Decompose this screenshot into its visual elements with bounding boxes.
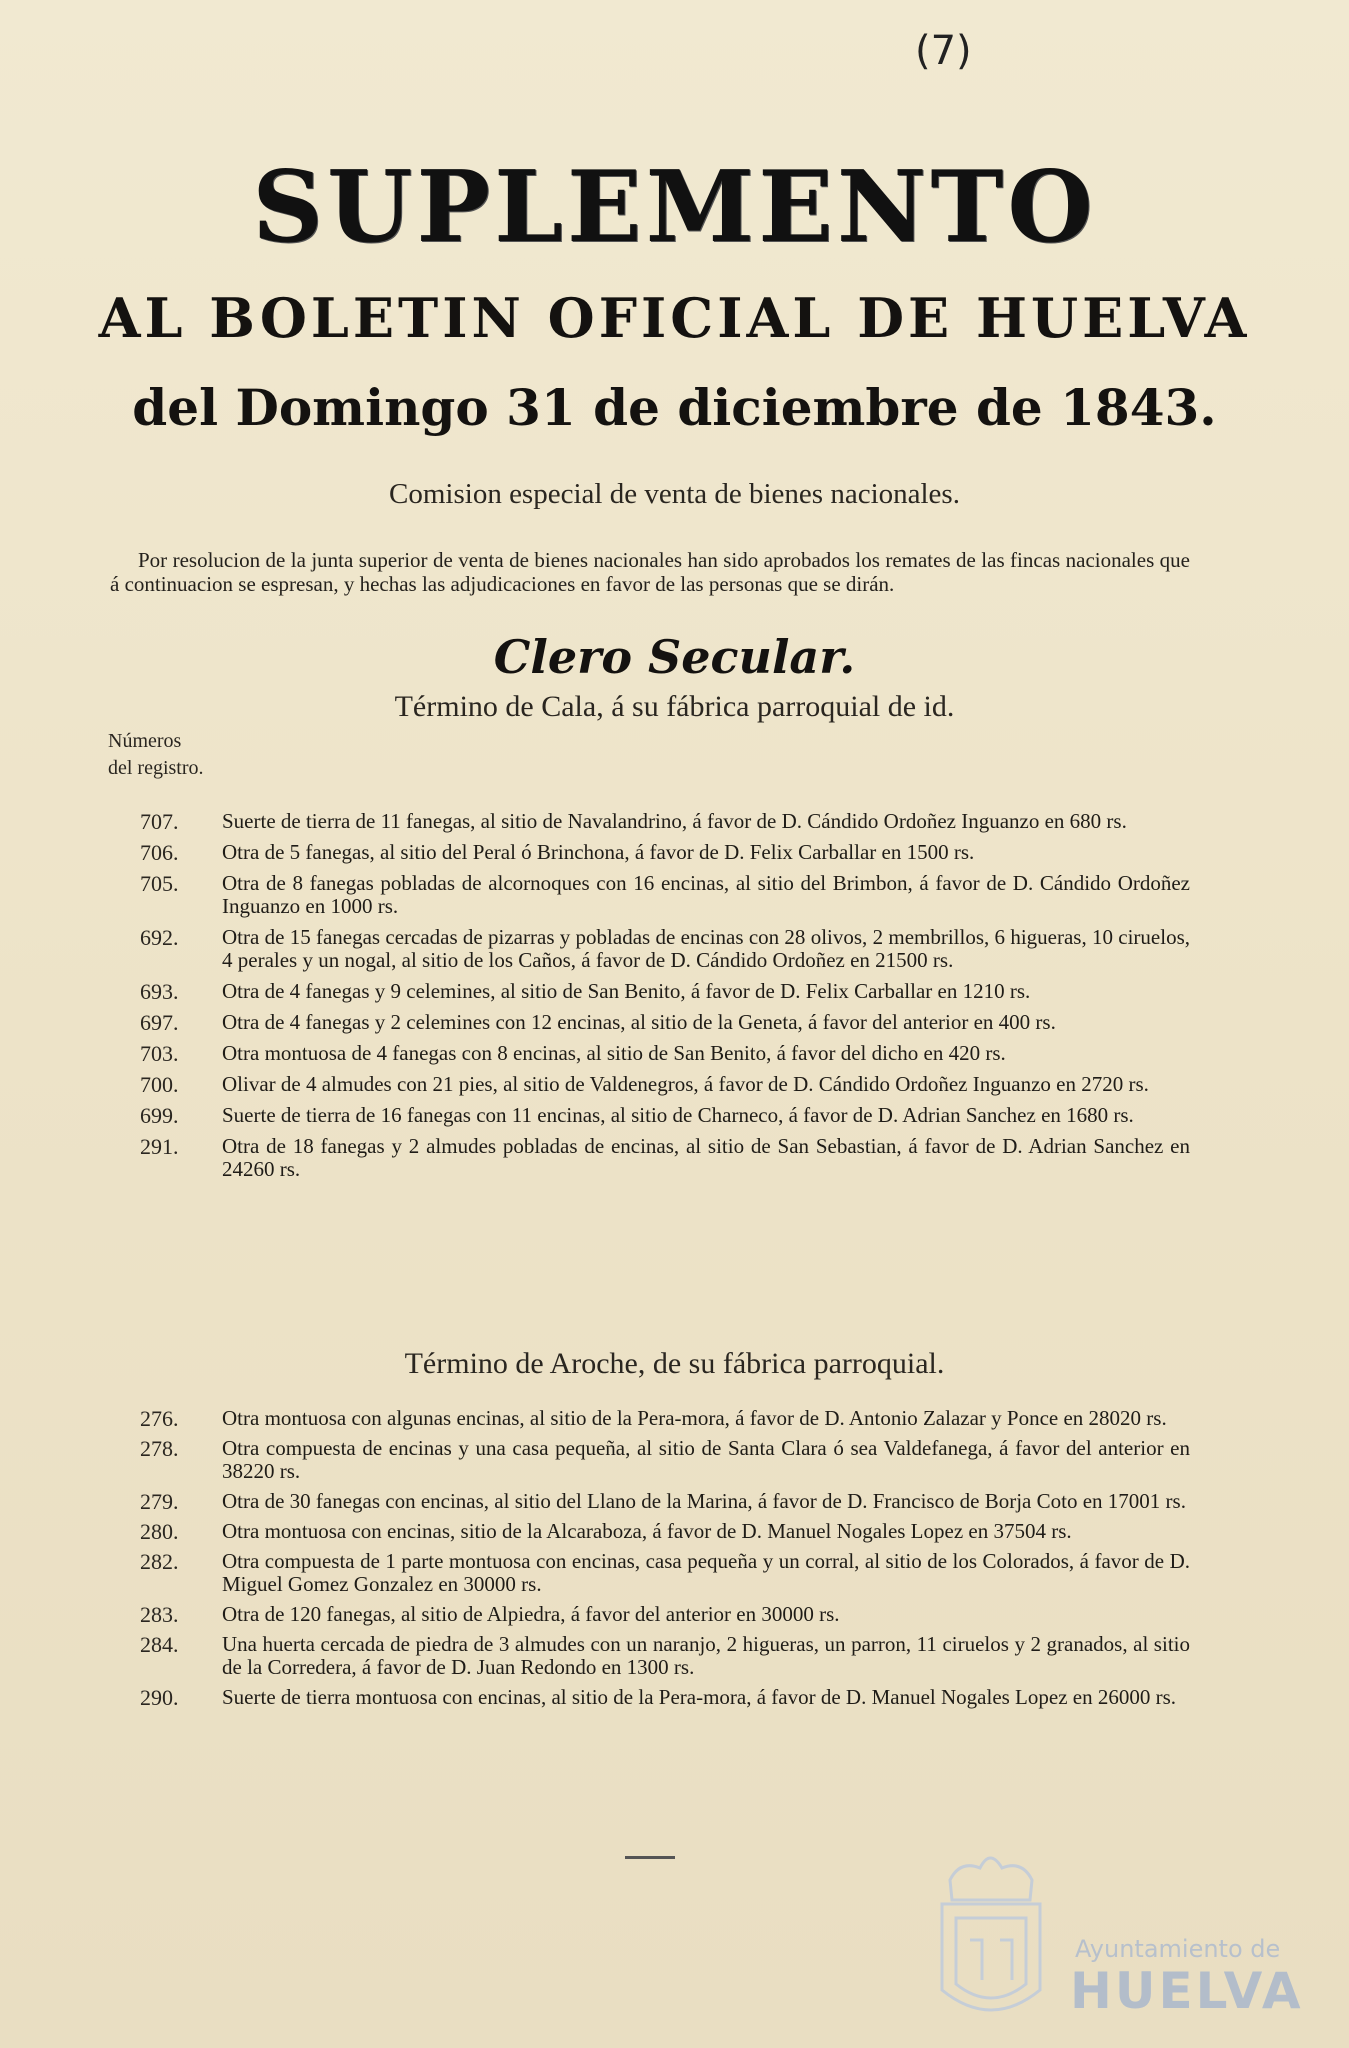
registry-number: 280. bbox=[140, 1519, 179, 1544]
document-subtitle: AL BOLETIN OFICIAL DE HUELVA bbox=[98, 286, 1251, 350]
list-item bbox=[110, 1686, 1190, 1709]
entry-text: Otra montuosa con algunas encinas, al sitio de la Pera-mora, á favor de D. Antonio Zalazar y Ponce en 28020 rs. bbox=[222, 1406, 1167, 1430]
entry-text: Otra montuosa de 4 fanegas con 8 encinas, al sitio de San Benito, á favor del dicho en 420 rs. bbox=[222, 1041, 1006, 1065]
intro-paragraph: Por resolucion de la junta superior de venta de bienes nacionales han sido aprobados los remates de las fincas nacionales que á continuacion se espresan, y hechas las adjudicaciones en favor de las personas que se dirán. bbox=[110, 548, 1190, 596]
registry-number: 700. bbox=[140, 1072, 179, 1097]
entry-text: Otra de 120 fanegas, al sitio de Alpiedra, á favor del anterior en 30000 rs. bbox=[222, 1602, 840, 1626]
registry-number: 707. bbox=[140, 809, 179, 834]
list-item bbox=[110, 1550, 1190, 1596]
registry-numbers-header-line: del registro. bbox=[108, 757, 204, 779]
registry-number: 699. bbox=[140, 1103, 179, 1128]
registry-number: 692. bbox=[140, 925, 179, 950]
entry-text: Olivar de 4 almudes con 21 pies, al sitio de Valdenegros, á favor de D. Cándido Ordoñez Inguanzo en 2720 rs. bbox=[222, 1072, 1149, 1096]
registry-number: 693. bbox=[140, 979, 179, 1004]
watermark-brand: HUELVA bbox=[1070, 1962, 1304, 2020]
entry-text: Otra de 8 fanegas pobladas de alcornoques con 16 encinas, al sitio del Brimbon, á favor de D. Cándido Ordoñez Inguanzo en 1000 rs. bbox=[222, 871, 1190, 918]
cala-entries-list bbox=[110, 810, 1190, 1189]
list-item bbox=[110, 926, 1190, 972]
list-item bbox=[110, 1073, 1190, 1096]
entry-text: Otra de 15 fanegas cercadas de pizarras y pobladas de encinas con 28 olivos, 2 membrillos, 6 higueras, 10 ciruelos, 4 perales y un nogal, al sitio de los Caños, á favor de D. Cándido Ordoñez en 21500 rs. bbox=[222, 925, 1190, 972]
registry-number: 284. bbox=[140, 1632, 179, 1657]
registry-number: 290. bbox=[140, 1685, 179, 1710]
list-item bbox=[110, 1011, 1190, 1034]
list-item bbox=[110, 1603, 1190, 1626]
registry-numbers-header-line: Números bbox=[108, 730, 182, 752]
list-item bbox=[110, 1633, 1190, 1679]
entry-text: Suerte de tierra de 16 fanegas con 11 encinas, al sitio de Charneco, á favor de D. Adrian Sanchez en 1680 rs. bbox=[222, 1103, 1134, 1127]
list-item bbox=[110, 1104, 1190, 1127]
entry-text: Suerte de tierra montuosa con encinas, al sitio de la Pera-mora, á favor de D. Manuel Nogales Lopez en 26000 rs. bbox=[222, 1685, 1177, 1709]
registry-number: 697. bbox=[140, 1010, 179, 1035]
list-item bbox=[110, 1407, 1190, 1430]
handwritten-page-number: (7) bbox=[915, 28, 972, 74]
list-item bbox=[110, 1135, 1190, 1181]
list-item bbox=[110, 1520, 1190, 1543]
list-item bbox=[110, 1437, 1190, 1483]
section-title: Clero Secular. bbox=[493, 630, 856, 684]
entry-text: Otra de 4 fanegas y 2 celemines con 12 encinas, al sitio de la Geneta, á favor del anterior en 400 rs. bbox=[222, 1010, 1056, 1034]
registry-number: 705. bbox=[140, 871, 179, 896]
list-item bbox=[110, 872, 1190, 918]
commission-heading: Comision especial de venta de bienes nacionales. bbox=[389, 478, 960, 510]
registry-number: 282. bbox=[140, 1549, 179, 1574]
registry-number: 703. bbox=[140, 1041, 179, 1066]
entry-text: Otra compuesta de encinas y una casa pequeña, al sitio de Santa Clara ó sea Valdefanega, á favor del anterior en 38220 rs. bbox=[222, 1436, 1190, 1483]
list-item bbox=[110, 1490, 1190, 1513]
term-heading-cala: Término de Cala, á su fábrica parroquial de id. bbox=[394, 690, 955, 723]
term-heading-aroche: Término de Aroche, de su fábrica parroquial. bbox=[404, 1347, 945, 1380]
entry-text: Una huerta cercada de piedra de 3 almudes con un naranjo, 2 higueras, un parron, 11 ciruelos y 2 granados, al sitio de la Corredera, á favor de D. Juan Redondo en 1300 rs. bbox=[222, 1632, 1190, 1679]
entry-text: Otra de 5 fanegas, al sitio del Peral ó Brinchona, á favor de D. Felix Carballar en 1500 rs. bbox=[222, 840, 975, 864]
list-item bbox=[110, 1042, 1190, 1065]
watermark-label: Ayuntamiento de bbox=[1075, 1935, 1281, 1963]
aroche-entries-list bbox=[110, 1407, 1190, 1716]
entry-text: Otra de 30 fanegas con encinas, al sitio del Llano de la Marina, á favor de D. Francisco de Borja Coto en 17001 rs. bbox=[222, 1489, 1186, 1513]
entry-text: Otra montuosa con encinas, sitio de la Alcaraboza, á favor de D. Manuel Nogales Lopez en 37504 rs. bbox=[222, 1519, 1072, 1543]
document-dateline: del Domingo 31 de diciembre de 1843. bbox=[132, 378, 1217, 437]
registry-number: 278. bbox=[140, 1436, 179, 1461]
registry-number: 276. bbox=[140, 1406, 179, 1431]
document-title: SUPLEMENTO bbox=[252, 150, 1097, 265]
entry-text: Otra de 18 fanegas y 2 almudes pobladas de encinas, al sitio de San Sebastian, á favor de D. Adrian Sanchez en 24260 rs. bbox=[222, 1134, 1190, 1181]
list-item bbox=[110, 841, 1190, 864]
registry-number: 283. bbox=[140, 1602, 179, 1627]
entry-text: Suerte de tierra de 11 fanegas, al sitio de Navalandrino, á favor de D. Cándido Ordoñez Inguanzo en 680 rs. bbox=[222, 809, 1127, 833]
list-item bbox=[110, 980, 1190, 1003]
registry-number: 279. bbox=[140, 1489, 179, 1514]
registry-numbers-header bbox=[108, 728, 204, 782]
registry-number: 291. bbox=[140, 1134, 179, 1159]
entry-text: Otra compuesta de 1 parte montuosa con encinas, casa pequeña y un corral, al sitio de los Colorados, á favor de D. Miguel Gomez Gonzalez en 30000 rs. bbox=[222, 1549, 1190, 1596]
registry-number: 706. bbox=[140, 840, 179, 865]
entry-text: Otra de 4 fanegas y 9 celemines, al sitio de San Benito, á favor de D. Felix Carballar en 1210 rs. bbox=[222, 979, 1031, 1003]
list-item bbox=[110, 810, 1190, 833]
closing-rule bbox=[625, 1856, 675, 1859]
